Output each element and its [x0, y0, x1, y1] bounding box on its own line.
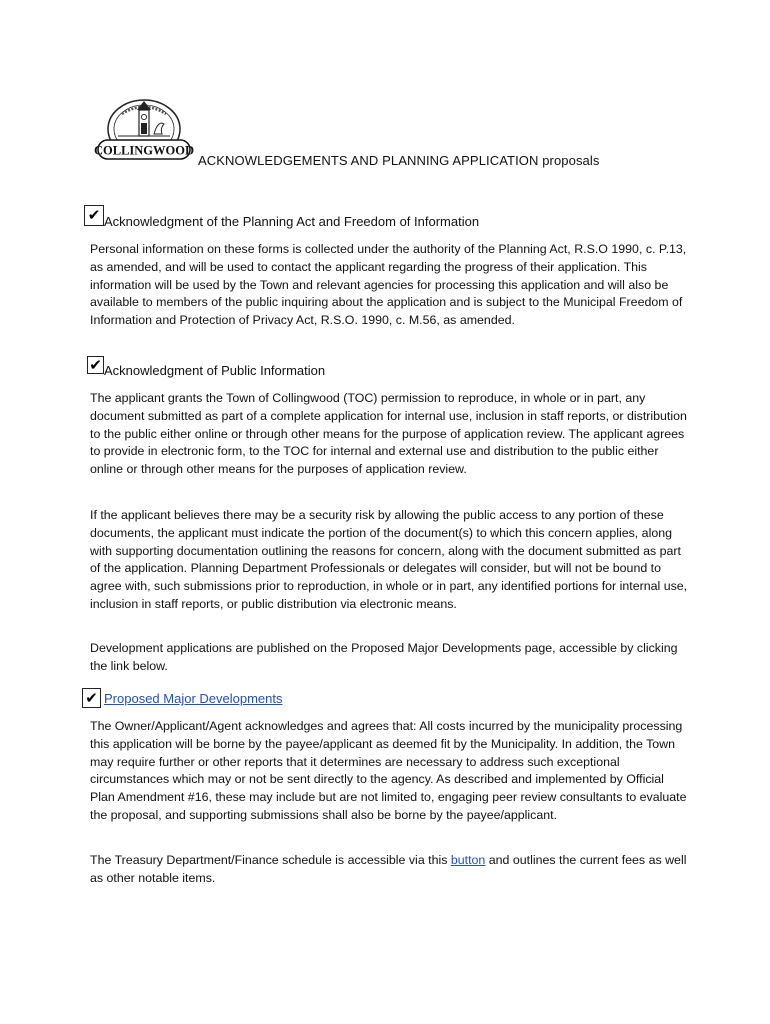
major-developments-checkbox[interactable] [82, 688, 101, 708]
town-seal-icon [92, 96, 196, 166]
treasury-text-after: and outlines the current fees as well as other notable items. [90, 853, 687, 885]
planning-act-checkbox[interactable] [84, 205, 104, 226]
planning-act-heading: Acknowledgment of the Planning Act and Freedom of Information [104, 214, 480, 229]
privacy-paragraph: Personal information on these forms is collected under the authority of the Planning Act, R.S.O 1990, c. P.13, as amended, and will be used to contact the applicant regarding the progress of their application. This information will be used by the Town and relevant agencies for processing this application and will also be available to members of the public inquiring about the application and is subject to the Municipal Freedom of Information and Protection of Privacy Act, R.S.O. 1990, c. M.56, as amended. [90, 242, 687, 328]
reproduction-paragraph: The applicant grants the Town of Collingwood (TOC) permission to reproduce, in whole or in part, any document submitted as part of a complete application for internal use, inclusion in staff reports, or distribution to the public either online or through other means for the purpose of application review. The applicant agrees to provide in electronic form, to the TOC for internal and external use and distribution to the public either online or through other means for the purposes of application review. [90, 391, 687, 477]
treasury-text-before: The Treasury Department/Finance schedule is accessible via this [90, 853, 451, 867]
security-risk-paragraph: If the applicant believes there may be a security risk by allowing the public access to any portion of these documents, the applicant must indicate the portion of the document(s) to which this concern applies, along with supporting documentation outlining the reasons for concern, along with the document submitted as part of the application. Planning Department Professionals or delegates will consider, but will not be bound to agree with, such submissions prior to reproduction, in whole or in part, any identified portions for internal use, inclusion in staff reports, or public distribution via electronic means. [90, 508, 688, 611]
treasury-button-link[interactable]: button [450, 853, 486, 867]
document-title: ACKNOWLEDGEMENTS AND PLANNING APPLICATION proposals [198, 153, 600, 168]
checkmark-icon: ✔ [85, 689, 98, 707]
proposed-major-developments-link[interactable]: Proposed Major Developments [104, 691, 283, 706]
development-applications-paragraph: Development applications are published on the Proposed Major Developments page, accessible by clicking the link below. [90, 641, 678, 673]
logo-wordmark: COLLINGWOOD [93, 143, 195, 158]
checkmark-icon: ✔ [87, 207, 101, 224]
costs-paragraph: The Owner/Applicant/Agent acknowledges and agrees that: All costs incurred by the municipality processing this application will be borne by the payee/applicant as deemed fit by the Municipality. In addition, the Town may require further or other reports that it determines are necessary to address such exceptional circumstances which may or not be sent directly to the agency. As described and implemented by Official Plan Amendment #16, these may include but are not limited to, engaging peer review consultants to evaluate the proposal, and supporting submissions shall also be borne by the payee/applicant. [90, 719, 687, 822]
checkmark-icon: ✔ [89, 356, 102, 374]
public-information-heading: Acknowledgment of Public Information [104, 363, 326, 378]
collingwood-logo [92, 96, 196, 166]
public-information-checkbox[interactable] [87, 356, 104, 374]
treasury-paragraph [90, 852, 690, 888]
